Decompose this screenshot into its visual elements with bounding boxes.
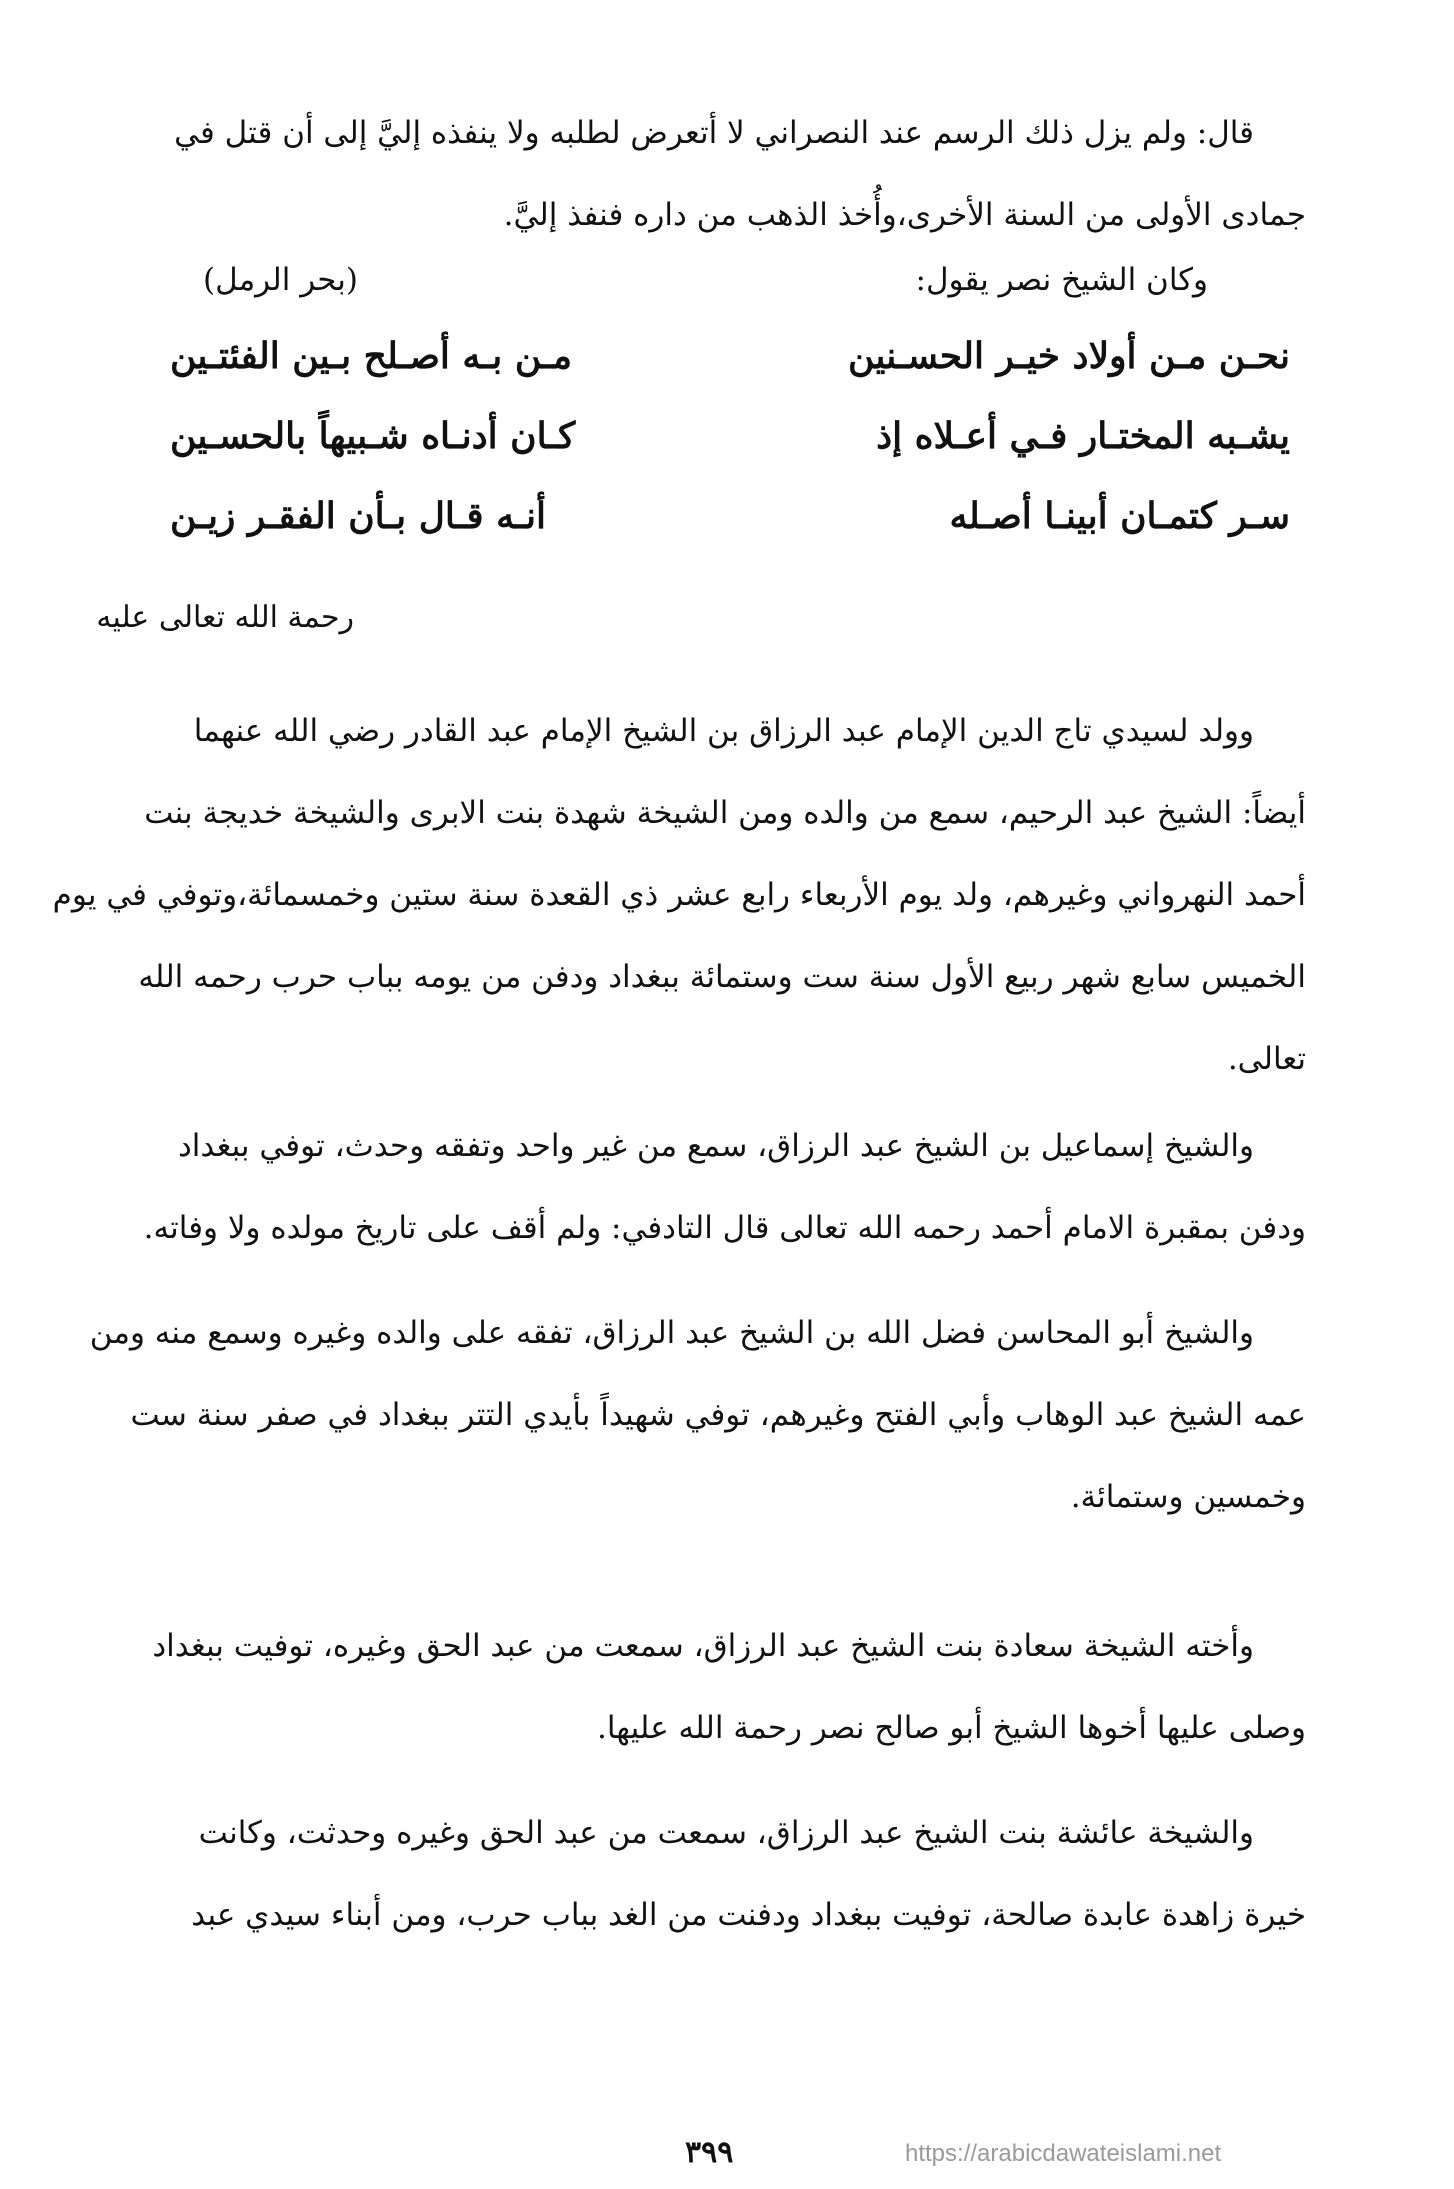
page-number: ٣٩٩ — [685, 2135, 734, 2170]
blessing-line: رحمة الله تعالى عليه — [96, 600, 354, 635]
poem-header — [128, 262, 1208, 322]
paragraph-6 — [128, 1792, 1306, 1956]
poem-hemistich-first: يشـبه المختـار فـي أعـلاه إذ — [876, 415, 1290, 457]
paragraph-line: ودفن بمقبرة الامام أحمد رحمه الله تعالى قال التادفي: ولم أقف على تاريخ مولده ولا وفاته. — [143, 1210, 1306, 1246]
paragraph-4 — [89, 1292, 1306, 1538]
paragraph-line: عمه الشيخ عبد الوهاب وأبي الفتح وغيرهم، توفي شهيداً بأيدي التتر ببغداد في صفر سنة ست — [130, 1397, 1306, 1433]
paragraph-3 — [128, 1105, 1306, 1269]
paragraph-line: والشيخة عائشة بنت الشيخ عبد الرزاق، سمعت من عبد الحق وغيره وحدثت، وكانت — [198, 1815, 1254, 1851]
source-url-watermark: https://arabicdawateislami.net — [905, 2140, 1222, 2167]
paragraph-line: تعالى. — [1227, 1041, 1306, 1077]
poem-verse — [170, 335, 1290, 415]
poem-verse — [170, 495, 1290, 575]
poem-hemistich-second: مـن بـه أصـلح بـين الفئتـين — [170, 335, 573, 377]
poem-hemistich-first: سـر كتمـان أبينـا أصـله — [949, 495, 1290, 537]
paragraph-line: أحمد النهرواني وغيرهم، ولد يوم الأربعاء رابع عشر ذي القعدة سنة ستين وخمسمائة،وتوفي في يوم — [52, 877, 1306, 913]
poem-hemistich-second: أنـه قـال بـأن الفقـر زيـن — [170, 495, 547, 537]
poem-hemistich-second: كـان أدنـاه شـبيهاً بالحسـين — [170, 415, 576, 457]
paragraph-line: جمادى الأولى من السنة الأخرى،وأُخذ الذهب من داره فنفذ إليَّ. — [503, 197, 1306, 233]
paragraph-line: أيضاً: الشيخ عبد الرحيم، سمع من والده ومن الشيخة شهدة بنت الابرى والشيخة خديجة بنت — [144, 795, 1306, 831]
paragraph-2 — [52, 690, 1306, 1100]
paragraph-line: والشيخ أبو المحاسن فضل الله بن الشيخ عبد الرزاق، تفقه على والده وغيره وسمع منه ومن — [89, 1315, 1254, 1351]
paragraph-line: الخميس سابع شهر ربيع الأول سنة ست وستمائة ببغداد ودفن من يومه بباب حرب رحمه الله — [138, 959, 1306, 995]
paragraph-line: وخمسين وستمائة. — [1070, 1479, 1306, 1515]
paragraph-line: وصلى عليها أخوها الشيخ أبو صالح نصر رحمة الله عليها. — [596, 1710, 1306, 1746]
poem-meter: (بحر الرمل) — [203, 262, 359, 298]
paragraph-line: وأخته الشيخة سعادة بنت الشيخ عبد الرزاق، سمعت من عبد الحق وغيره، توفيت ببغداد — [152, 1628, 1254, 1664]
paragraph-line: قال: ولم يزل ذلك الرسم عند النصراني لا أتعرض لطلبه ولا ينفذه إليَّ إلى أن قتل في — [174, 115, 1254, 151]
paragraph-line: وولد لسيدي تاج الدين الإمام عبد الرزاق بن الشيخ الإمام عبد القادر رضي الله عنهما — [193, 713, 1254, 749]
poem-intro: وكان الشيخ نصر يقول: — [915, 262, 1208, 298]
poem — [170, 335, 1290, 575]
paragraph-1 — [128, 92, 1306, 256]
paragraph-line: خيرة زاهدة عابدة صالحة، توفيت ببغداد ودفنت من الغد بباب حرب، ومن أبناء سيدي عبد — [191, 1897, 1306, 1933]
paragraph-5 — [128, 1605, 1306, 1769]
poem-verse — [170, 415, 1290, 495]
paragraph-line: والشيخ إسماعيل بن الشيخ عبد الرزاق، سمع من غير واحد وتفقه وحدث، توفي ببغداد — [177, 1128, 1254, 1164]
poem-hemistich-first: نحـن مـن أولاد خيـر الحسـنين — [847, 335, 1290, 377]
